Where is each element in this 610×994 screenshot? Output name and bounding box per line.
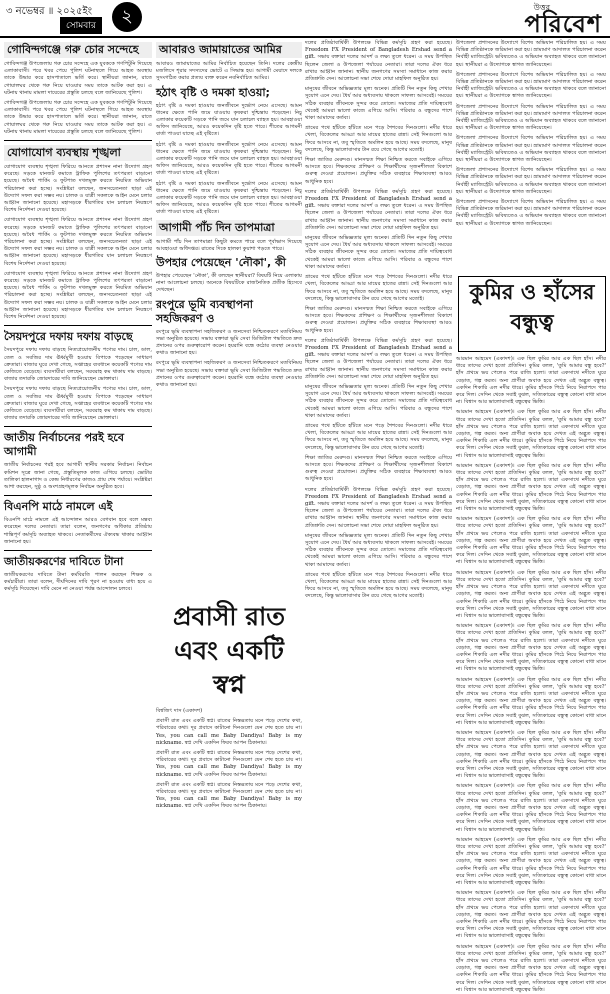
article-body: মানুষের জীবনে অভিজ্ঞতার মূল্য অনেক। প্রতিটি দিন নতুন কিছু শেখার সুযোগ এনে দেয়। ধৈর্য আর অধ্যবসায় থাকলে সাফল্য আসবেই। সময়ের সঠিক ব্যবহার জীবনকে সুন্দর করে তোলে। সমাজের প্রতি দায়িত্ববোধ থেকেই আমরা ভালো কাজে এগিয়ে আসি। পরিবার ও বন্ধুদের পাশে থাকা আমাদের কর্তব্য।: [305, 383, 452, 419]
feature-body: প্রবাসী রাত এবং একটি স্বপ্ন। রাতের নিস্তব্ধতায় মনে পড়ে দেশের কথা, পরিবারের কথা। দূর প্রবাসে কাটানো দিনগুলো যেন শেষ হতে চায় না। Yes, you can call me Baby Dandiya! Baby is my nickname. স্বপ্ন দেখি একদিন ফিরব আপন ঠিকানায়।: [156, 718, 302, 746]
feature-story: [156, 708, 302, 814]
article-body: মানুষের জীবনে অভিজ্ঞতার মূল্য অনেক। প্রতিটি দিন নতুন কিছু শেখার সুযোগ এনে দেয়। ধৈর্য আর অধ্যবসায় থাকলে সাফল্য আসবেই। সময়ের সঠিক ব্যবহার জীবনকে সুন্দর করে তোলে। সমাজের প্রতি দায়িত্ববোধ থেকেই আমরা ভালো কাজে এগিয়ে আসি। পরিবার ও বন্ধুদের পাশে থাকা আমাদের কর্তব্য।: [305, 86, 452, 122]
article-body: জাতীয়করণের দাবিতে টানা কর্মবিরতি পালন করছেন শিক্ষক ও কর্মচারীরা। তারা বলেন, দীর্ঘদিনের দাবি পূরণ না হওয়ায় বাধ্য হয়ে এ কর্মসূচি দিয়েছেন। দাবি মেনে না নেওয়া পর্যন্ত আন্দোলন চলবে।: [4, 571, 152, 593]
article-headline: আবারও জামায়াতের আমির: [156, 42, 302, 58]
article-body: উপহার পেয়েছেন 'নৌকা', কী বলছেন স্থানীয়রা? বিষয়টি নিয়ে এলাকায় নানা আলোচনা চলছে। অনেকে বিষয়টিকে রাজনৈতিক প্রতীক হিসেবে দেখছেন।: [156, 273, 302, 294]
feature-title: কুমির ও হাঁসের বন্ধুত্ব: [469, 280, 595, 334]
article-headline: সৈয়দপুরে দফায় দফায় বাড়ছে: [4, 330, 133, 344]
article-body-cont: রংপুরে ভূমি ব্যবস্থাপনা সহজিকরণ ও জনসেবা নিশ্চিতকরণে মতবিনিময় সভা অনুষ্ঠিত হয়েছে। সভায় বক্তারা ভূমি সেবা ডিজিটাল পদ্ধতিতে দ্রুত প্রদানের ওপর গুরুত্বারোপ করেন। হয়রানি বন্ধে কঠোর ব্যবস্থা নেওয়ার কথাও জানানো হয়।: [156, 360, 302, 389]
story-body-cont: আরমান আহমেদ (একাদশ)। এক ছিল কুমির আর এক ছিল হাঁস। নদীর ধারে তাদের দেখা হতো প্রতিদিন। কুমির বলল, 'তুমি আমার বন্ধু হবে?' হাঁস প্রথমে ভয় পেলেও পরে রাজি হলো। তারা একসাথে নদীতে ঘুরে বেড়াত, গল্প করত। অন্য প্রাণীরা অবাক হয়ে দেখত এই অদ্ভুত বন্ধুত্ব। একদিন শিকারি এল নদীর ধারে। কুমির হাঁসকে পিঠে নিয়ে নিরাপদে পার করে দিল। সেদিন থেকে সবাই বুঝল, সত্যিকারের বন্ধুত্ব কোনো বাধা মানে না। বিশ্বাস আর ভালোবাসাই বন্ধুত্বের ভিত্তি।: [456, 836, 606, 887]
article-body: দলের প্রতিষ্ঠাবার্ষিকী উপলক্ষে বিভিন্ন কর্মসূচি গ্রহণ করা হয়েছে। Freedom FX President of Bangladesh Ershad send a gift. সভায় বক্তারা দলের আদর্শ ও লক্ষ্য তুলে ধরেন। এ সময় উপস্থিত ছিলেন জেলা ও উপজেলা পর্যায়ের নেতারা। তারা দলের ঐক্য ধরে রাখার আহ্বান জানান। স্থানীয় জনগণের সমস্যা সমাধানে কাজ করার প্রতিশ্রুতি দেন। আলোচনা সভা শেষে দোয়া মাহফিল অনুষ্ঠিত হয়।: [305, 337, 452, 380]
article-headline: রংপুরে ভূমি ব্যবস্থাপনা সহজিকরণ ও: [156, 297, 253, 325]
article-body: উপজেলা প্রশাসনের উদ্যোগে বিশেষ অভিযান পরিচালিত হয়। এ সময় বিভিন্ন প্রতিষ্ঠানকে জরিমানা করা হয়। ভ্রাম্যমাণ আদালত পরিচালনা করেন নির্বাহী ম্যাজিস্ট্রেট। ভবিষ্যতেও এ অভিযান অব্যাহত থাকবে বলে জানানো হয়। স্থানীয়রা এ উদ্যোগকে স্বাগত জানিয়েছেন।: [456, 103, 606, 132]
article-body: শিক্ষা জাতির মেরুদণ্ড। মানসম্মত শিক্ষা নিশ্চিত করতে সবাইকে এগিয়ে আসতে হবে। শিক্ষকদের প্রশিক্ষণ ও শিক্ষার্থীদের সৃজনশীলতা বিকাশে গুরুত্ব দেওয়া প্রয়োজন। প্রযুক্তির সঠিক ব্যবহারে শিক্ষাব্যবস্থা আরও আধুনিক হবে।: [305, 454, 452, 483]
article-3: [4, 330, 152, 422]
page-number: ২: [112, 2, 142, 32]
article-4: [4, 431, 152, 491]
column-1: [4, 40, 152, 597]
article-body: উপজেলা প্রশাসনের উদ্যোগে বিশেষ অভিযান পরিচালিত হয়। এ সময় বিভিন্ন প্রতিষ্ঠানকে জরিমানা করা হয়। ভ্রাম্যমাণ আদালত পরিচালনা করেন নির্বাহী ম্যাজিস্ট্রেট। ভবিষ্যতেও এ অভিযান অব্যাহত থাকবে বলে জানানো হয়। স্থানীয়রা এ উদ্যোগকে স্বাগত জানিয়েছেন।: [456, 135, 606, 164]
article-headline: জাতীয় নির্বাচনের পরই হবে আগামী: [4, 431, 124, 459]
article-body: গ্রামের পথে হাঁটতে হাঁটতে মনে পড়ে শৈশবের দিনগুলো। নদীর ধারে খেলা, বিকেলের আড্ডা আর মায়ের হাতের রান্না। সেই দিনগুলো আর ফিরে আসবে না, তবু স্মৃতিতে অমলিন হয়ে আছে। সময় বদলেছে, মানুষ বদলেছে, কিন্তু ভালোবাসার টান রয়ে গেছে আগের মতোই।: [305, 274, 452, 302]
article-body: হঠাৎ বৃষ্টি ও দমকা হাওয়ায় জনজীবনে দুর্ভোগ নেমে এসেছে। আমন ধানের ক্ষেতে পানি জমে যাওয়ায় কৃষকরা দুশ্চিন্তায় পড়েছেন। নিচু এলাকার কয়েকটি সড়কে পানি জমে যান চলাচল ব্যাহত হয়। আবহাওয়া অফিস জানিয়েছে, আরও কয়েকদিন বৃষ্টি হতে পারে। শীতের আগমনী বার্তা পাওয়া যাচ্ছে এই বৃষ্টিতে।: [156, 102, 302, 138]
story-body: আরমান আহমেদ (একাদশ)। এক ছিল কুমির আর এক ছিল হাঁস। নদীর ধারে তাদের দেখা হতো প্রতিদিন। কুমির বলল, 'তুমি আমার বন্ধু হবে?' হাঁস প্রথমে ভয় পেলেও পরে রাজি হলো। তারা একসাথে নদীতে ঘুরে বেড়াত, গল্প করত। অন্য প্রাণীরা অবাক হয়ে দেখত এই অদ্ভুত বন্ধুত্ব। একদিন শিকারি এল নদীর ধারে। কুমির হাঁসকে পিঠে নিয়ে নিরাপদে পার করে দিল। সেদিন থেকে সবাই বুঝল, সত্যিকারের বন্ধুত্ব কোনো বাধা মানে না। বিশ্বাস আর ভালোবাসাই বন্ধুত্বের ভিত্তি।: [456, 356, 606, 406]
column-4-story: [456, 356, 606, 993]
story-body-cont: আরমান আহমেদ (একাদশ)। এক ছিল কুমির আর এক ছিল হাঁস। নদীর ধারে তাদের দেখা হতো প্রতিদিন। কুমির বলল, 'তুমি আমার বন্ধু হবে?' হাঁস প্রথমে ভয় পেলেও পরে রাজি হলো। তারা একসাথে নদীতে ঘুরে বেড়াত, গল্প করত। অন্য প্রাণীরা অবাক হয়ে দেখত এই অদ্ভুত বন্ধুত্ব। একদিন শিকারি এল নদীর ধারে। কুমির হাঁসকে পিঠে নিয়ে নিরাপদে পার করে দিল। সেদিন থেকে সবাই বুঝল, সত্যিকারের বন্ধুত্ব কোনো বাধা মানে না। বিশ্বাস আর ভালোবাসাই বন্ধুত্বের ভিত্তি।: [456, 569, 606, 619]
article-headline: আগামী পাঁচ দিন তাপমাত্রা: [156, 220, 302, 236]
article-body: উপজেলা প্রশাসনের উদ্যোগে বিশেষ অভিযান পরিচালিত হয়। এ সময় বিভিন্ন প্রতিষ্ঠানকে জরিমানা করা হয়। ভ্রাম্যমাণ আদালত পরিচালনা করেন নির্বাহী ম্যাজিস্ট্রেট। ভবিষ্যতেও এ অভিযান অব্যাহত থাকবে বলে জানানো হয়। স্থানীয়রা এ উদ্যোগকে স্বাগত জানিয়েছেন।: [456, 167, 606, 195]
story-body-cont: আরমান আহমেদ (একাদশ)। এক ছিল কুমির আর এক ছিল হাঁস। নদীর ধারে তাদের দেখা হতো প্রতিদিন। কুমির বলল, 'তুমি আমার বন্ধু হবে?' হাঁস প্রথমে ভয় পেলেও পরে রাজি হলো। তারা একসাথে নদীতে ঘুরে বেড়াত, গল্প করত। অন্য প্রাণীরা অবাক হয়ে দেখত এই অদ্ভুত বন্ধুত্ব। একদিন শিকারি এল নদীর ধারে। কুমির হাঁসকে পিঠে নিয়ে নিরাপদে পার করে দিল। সেদিন থেকে সবাই বুঝল, সত্যিকারের বন্ধুত্ব কোনো বাধা মানে না। বিশ্বাস আর ভালোবাসাই বন্ধুত্বের ভিত্তি।: [456, 943, 606, 993]
article-11: [156, 298, 302, 390]
article-9: [156, 220, 302, 253]
article-body-cont: সৈয়দপুরে দফায় দফায় বাড়ছে নিত্যপ্রয়োজনীয় পণ্যের দাম। চাল, ডাল, তেল ও সবজির দাম ঊর্ধ্বমুখী হওয়ায় বিপাকে পড়েছেন সাধারণ ক্রেতারা। বাজার ঘুরে দেখা গেছে, সপ্তাহের ব্যবধানে কয়েকটি পণ্যের দাম কেজিতে বেড়েছে। ব্যবসায়ীরা বলছেন, সরবরাহ কম থাকায় দাম বাড়ছে। বাজার তদারকি জোরদারের দাবি জানিয়েছেন ভোক্তারা।: [4, 386, 152, 422]
divider: [4, 495, 152, 496]
story-body-cont: আরমান আহমেদ (একাদশ)। এক ছিল কুমির আর এক ছিল হাঁস। নদীর ধারে তাদের দেখা হতো প্রতিদিন। কুমির বলল, 'তুমি আমার বন্ধু হবে?' হাঁস প্রথমে ভয় পেলেও পরে রাজি হলো। তারা একসাথে নদীতে ঘুরে বেড়াত, গল্প করত। অন্য প্রাণীরা অবাক হয়ে দেখত এই অদ্ভুত বন্ধুত্ব। একদিন শিকারি এল নদীর ধারে। কুমির হাঁসকে পিঠে নিয়ে নিরাপদে পার করে দিল। সেদিন থেকে সবাই বুঝল, সত্যিকারের বন্ধুত্ব কোনো বাধা মানে না। বিশ্বাস আর ভালোবাসাই বন্ধুত্বের ভিত্তি।: [456, 783, 606, 833]
story-body-cont: আরমান আহমেদ (একাদশ)। এক ছিল কুমির আর এক ছিল হাঁস। নদীর ধারে তাদের দেখা হতো প্রতিদিন। কুমির বলল, 'তুমি আমার বন্ধু হবে?' হাঁস প্রথমে ভয় পেলেও পরে রাজি হলো। তারা একসাথে নদীতে ঘুরে বেড়াত, গল্প করত। অন্য প্রাণীরা অবাক হয়ে দেখত এই অদ্ভুত বন্ধুত্ব। একদিন শিকারি এল নদীর ধারে। কুমির হাঁসকে পিঠে নিয়ে নিরাপদে পার করে দিল। সেদিন থেকে সবাই বুঝল, সত্যিকারের বন্ধুত্ব কোনো বাধা মানে না। বিশ্বাস আর ভালোবাসাই বন্ধুত্বের ভিত্তি।: [456, 516, 606, 566]
newspaper-logo: পরিবেশ: [524, 10, 602, 38]
story-body-cont: আরমান আহমেদ (একাদশ)। এক ছিল কুমির আর এক ছিল হাঁস। নদীর ধারে তাদের দেখা হতো প্রতিদিন। কুমির বলল, 'তুমি আমার বন্ধু হবে?' হাঁস প্রথমে ভয় পেলেও পরে রাজি হলো। তারা একসাথে নদীতে ঘুরে বেড়াত, গল্প করত। অন্য প্রাণীরা অবাক হয়ে দেখত এই অদ্ভুত বন্ধুত্ব। একদিন শিকারি এল নদীর ধারে। কুমির হাঁসকে পিঠে নিয়ে নিরাপদে পার করে দিল। সেদিন থেকে সবাই বুঝল, সত্যিকারের বন্ধুত্ব কোনো বাধা মানে না। বিশ্বাস আর ভালোবাসাই বন্ধুত্বের ভিত্তি।: [456, 890, 606, 940]
article-body-cont: হঠাৎ বৃষ্টি ও দমকা হাওয়ায় জনজীবনে দুর্ভোগ নেমে এসেছে। আমন ধানের ক্ষেতে পানি জমে যাওয়ায় কৃষকরা দুশ্চিন্তায় পড়েছেন। নিচু এলাকার কয়েকটি সড়কে পানি জমে যান চলাচল ব্যাহত হয়। আবহাওয়া অফিস জানিয়েছে, আরও কয়েকদিন বৃষ্টি হতে পারে। শীতের আগমনী বার্তা পাওয়া যাচ্ছে এই বৃষ্টিতে।: [156, 141, 302, 177]
feature-story-title: প্রবাসী রাত এবং একটি স্বপ্ন: [173, 602, 285, 699]
story-body-cont: আরমান আহমেদ (একাদশ)। এক ছিল কুমির আর এক ছিল হাঁস। নদীর ধারে তাদের দেখা হতো প্রতিদিন। কুমির বলল, 'তুমি আমার বন্ধু হবে?' হাঁস প্রথমে ভয় পেলেও পরে রাজি হলো। তারা একসাথে নদীতে ঘুরে বেড়াত, গল্প করত। অন্য প্রাণীরা অবাক হয়ে দেখত এই অদ্ভুত বন্ধুত্ব। একদিন শিকারি এল নদীর ধারে। কুমির হাঁসকে পিঠে নিয়ে নিরাপদে পার করে দিল। সেদিন থেকে সবাই বুঝল, সত্যিকারের বন্ধুত্ব কোনো বাধা মানে না। বিশ্বাস আর ভালোবাসাই বন্ধুত্বের ভিত্তি।: [456, 676, 606, 726]
divider: [4, 426, 152, 427]
divider: [4, 325, 152, 326]
article-body: গোবিন্দগঞ্জ উপজেলায় গরু চোর সন্দেহে এক যুবককে গণপিটুনি দিয়েছে এলাকাবাসী। পরে খবর পেয়ে পুলিশ ঘটনাস্থলে গিয়ে আহত অবস্থায় তাকে উদ্ধার করে হাসপাতালে ভর্তি করে। স্থানীয়রা জানান, রাতে গোয়ালঘর থেকে গরু নিয়ে যাওয়ার সময় তাকে আটক করা হয়। এ ঘটনায় থানায় মামলা দায়েরের প্রস্তুতি চলছে বলে জানিয়েছে পুলিশ।: [4, 61, 152, 96]
article-body: শিক্ষা জাতির মেরুদণ্ড। মানসম্মত শিক্ষা নিশ্চিত করতে সবাইকে এগিয়ে আসতে হবে। শিক্ষকদের প্রশিক্ষণ ও শিক্ষার্থীদের সৃজনশীলতা বিকাশে গুরুত্ব দেওয়া প্রয়োজন। প্রযুক্তির সঠিক ব্যবহারে শিক্ষাব্যবস্থা আরও আধুনিক হবে।: [305, 157, 452, 185]
article-body: মানুষের জীবনে অভিজ্ঞতার মূল্য অনেক। প্রতিটি দিন নতুন কিছু শেখার সুযোগ এনে দেয়। ধৈর্য আর অধ্যবসায় থাকলে সাফল্য আসবেই। সময়ের সঠিক ব্যবহার জীবনকে সুন্দর করে তোলে। সমাজের প্রতি দায়িত্ববোধ থেকেই আমরা ভালো কাজে এগিয়ে আসি। পরিবার ও বন্ধুদের পাশে থাকা আমাদের কর্তব্য।: [305, 532, 452, 568]
feature-byline: বিশ্বজিৎ দাস (একাদশ): [156, 708, 203, 714]
feature-body-cont: প্রবাসী রাত এবং একটি স্বপ্ন। রাতের নিস্তব্ধতায় মনে পড়ে দেশের কথা, পরিবারের কথা। দূর প্রবাসে কাটানো দিনগুলো যেন শেষ হতে চায় না। Yes, you can call me Baby Dandiya! Baby is my nickname. স্বপ্ন দেখি একদিন ফিরব আপন ঠিকানায়।: [156, 750, 302, 778]
article-body: গ্রামের পথে হাঁটতে হাঁটতে মনে পড়ে শৈশবের দিনগুলো। নদীর ধারে খেলা, বিকেলের আড্ডা আর মায়ের হাতের রান্না। সেই দিনগুলো আর ফিরে আসবে না, তবু স্মৃতিতে অমলিন হয়ে আছে। সময় বদলেছে, মানুষ বদলেছে, কিন্তু ভালোবাসার টান রয়ে গেছে আগের মতোই।: [305, 125, 452, 153]
article-body-cont: যোগাযোগ ব্যবস্থায় শৃঙ্খলা ফিরিয়ে আনতে প্রশাসন নানা উদ্যোগ গ্রহণ করেছে। সড়কে যানজট কমাতে ট্রাফিক পুলিশের তৎপরতা বাড়ানো হয়েছে। অবৈধ পার্কিং ও ফুটপাত দখলমুক্ত করতে নিয়মিত অভিযান পরিচালনা করা হচ্ছে। সংশ্লিষ্টরা বলছেন, জনসচেতনতা ছাড়া এই উদ্যোগ সফল করা সম্ভব নয়। চালক ও যাত্রী সকলকে আইন মেনে চলার আহ্বান জানানো হয়েছে। মহাসড়কে ধীরগতির যান চলাচল নিয়ন্ত্রণে বিশেষ নির্দেশনা দেওয়া হয়েছে।: [4, 217, 152, 267]
article-10: [156, 256, 302, 295]
divider: [4, 140, 152, 141]
masthead: [0, 0, 610, 38]
article-body: আগামী পাঁচ দিন তাপমাত্রা কিছুটা কমতে পারে বলে পূর্বাভাস দিয়েছে আবহাওয়া অধিদপ্তর। রাতের দিকে হালকা কুয়াশা পড়তে পারে।: [156, 238, 302, 252]
article-body: শিক্ষা জাতির মেরুদণ্ড। মানসম্মত শিক্ষা নিশ্চিত করতে সবাইকে এগিয়ে আসতে হবে। শিক্ষকদের প্রশিক্ষণ ও শিক্ষার্থীদের সৃজনশীলতা বিকাশে গুরুত্ব দেওয়া প্রয়োজন। প্রযুক্তির সঠিক ব্যবহারে শিক্ষাব্যবস্থা আরও আধুনিক হবে।: [305, 305, 452, 334]
issue-date: ৩ নভেম্বর ॥ ২০২৫ইং: [6, 6, 93, 17]
article-body: রংপুরে ভূমি ব্যবস্থাপনা সহজিকরণ ও জনসেবা নিশ্চিতকরণে মতবিনিময় সভা অনুষ্ঠিত হয়েছে। সভায় বক্তারা ভূমি সেবা ডিজিটাল পদ্ধতিতে দ্রুত প্রদানের ওপর গুরুত্বারোপ করেন। হয়রানি বন্ধে কঠোর ব্যবস্থা নেওয়ার কথাও জানানো হয়।: [156, 328, 302, 357]
article-body: মানুষের জীবনে অভিজ্ঞতার মূল্য অনেক। প্রতিটি দিন নতুন কিছু শেখার সুযোগ এনে দেয়। ধৈর্য আর অধ্যবসায় থাকলে সাফল্য আসবেই। সময়ের সঠিক ব্যবহার জীবনকে সুন্দর করে তোলে। সমাজের প্রতি দায়িত্ববোধ থেকেই আমরা ভালো কাজে এগিয়ে আসি। পরিবার ও বন্ধুদের পাশে থাকা আমাদের কর্তব্য।: [305, 235, 452, 270]
article-body: গ্রামের পথে হাঁটতে হাঁটতে মনে পড়ে শৈশবের দিনগুলো। নদীর ধারে খেলা, বিকেলের আড্ডা আর মায়ের হাতের রান্না। সেই দিনগুলো আর ফিরে আসবে না, তবু স্মৃতিতে অমলিন হয়ে আছে। সময় বদলেছে, মানুষ বদলেছে, কিন্তু ভালোবাসার টান রয়ে গেছে আগের মতোই।: [305, 571, 452, 600]
divider: [4, 550, 152, 551]
column-2: [156, 40, 302, 392]
article-headline: যোগাযোগ ব্যবস্থায় শৃঙ্খলা: [4, 145, 152, 161]
article-body-cont: যোগাযোগ ব্যবস্থায় শৃঙ্খলা ফিরিয়ে আনতে প্রশাসন নানা উদ্যোগ গ্রহণ করেছে। সড়কে যানজট কমাতে ট্রাফিক পুলিশের তৎপরতা বাড়ানো হয়েছে। অবৈধ পার্কিং ও ফুটপাত দখলমুক্ত করতে নিয়মিত অভিযান পরিচালনা করা হচ্ছে। সংশ্লিষ্টরা বলছেন, জনসচেতনতা ছাড়া এই উদ্যোগ সফল করা সম্ভব নয়। চালক ও যাত্রী সকলকে আইন মেনে চলার আহ্বান জানানো হয়েছে। মহাসড়কে ধীরগতির যান চলাচল নিয়ন্ত্রণে বিশেষ নির্দেশনা দেওয়া হয়েছে।: [4, 270, 152, 321]
article-body-cont: হঠাৎ বৃষ্টি ও দমকা হাওয়ায় জনজীবনে দুর্ভোগ নেমে এসেছে। আমন ধানের ক্ষেতে পানি জমে যাওয়ায় কৃষকরা দুশ্চিন্তায় পড়েছেন। নিচু এলাকার কয়েকটি সড়কে পানি জমে যান চলাচল ব্যাহত হয়। আবহাওয়া অফিস জানিয়েছে, আরও কয়েকদিন বৃষ্টি হতে পারে। শীতের আগমনী বার্তা পাওয়া যাচ্ছে এই বৃষ্টিতে।: [156, 180, 302, 216]
article-6: [4, 555, 152, 594]
story-body-cont: আরমান আহমেদ (একাদশ)। এক ছিল কুমির আর এক ছিল হাঁস। নদীর ধারে তাদের দেখা হতো প্রতিদিন। কুমির বলল, 'তুমি আমার বন্ধু হবে?' হাঁস প্রথমে ভয় পেলেও পরে রাজি হলো। তারা একসাথে নদীতে ঘুরে বেড়াত, গল্প করত। অন্য প্রাণীরা অবাক হয়ে দেখত এই অদ্ভুত বন্ধুত্ব। একদিন শিকারি এল নদীর ধারে। কুমির হাঁসকে পিঠে নিয়ে নিরাপদে পার করে দিল। সেদিন থেকে সবাই বুঝল, সত্যিকারের বন্ধুত্ব কোনো বাধা মানে না। বিশ্বাস আর ভালোবাসাই বন্ধুত্বের ভিত্তি।: [456, 623, 606, 673]
story-body-cont: আরমান আহমেদ (একাদশ)। এক ছিল কুমির আর এক ছিল হাঁস। নদীর ধারে তাদের দেখা হতো প্রতিদিন। কুমির বলল, 'তুমি আমার বন্ধু হবে?' হাঁস প্রথমে ভয় পেলেও পরে রাজি হলো। তারা একসাথে নদীতে ঘুরে বেড়াত, গল্প করত। অন্য প্রাণীরা অবাক হয়ে দেখত এই অদ্ভুত বন্ধুত্ব। একদিন শিকারি এল নদীর ধারে। কুমির হাঁসকে পিঠে নিয়ে নিরাপদে পার করে দিল। সেদিন থেকে সবাই বুঝল, সত্যিকারের বন্ধুত্ব কোনো বাধা মানে না। বিশ্বাস আর ভালোবাসাই বন্ধুত্বের ভিত্তি।: [456, 462, 606, 513]
story-body-cont: আরমান আহমেদ (একাদশ)। এক ছিল কুমির আর এক ছিল হাঁস। নদীর ধারে তাদের দেখা হতো প্রতিদিন। কুমির বলল, 'তুমি আমার বন্ধু হবে?' হাঁস প্রথমে ভয় পেলেও পরে রাজি হলো। তারা একসাথে নদীতে ঘুরে বেড়াত, গল্প করত। অন্য প্রাণীরা অবাক হয়ে দেখত এই অদ্ভুত বন্ধুত্ব। একদিন শিকারি এল নদীর ধারে। কুমির হাঁসকে পিঠে নিয়ে নিরাপদে পার করে দিল। সেদিন থেকে সবাই বুঝল, সত্যিকারের বন্ধুত্ব কোনো বাধা মানে না। বিশ্বাস আর ভালোবাসাই বন্ধুত্বের ভিত্তি।: [456, 409, 606, 459]
article-5: [4, 500, 152, 546]
article-headline: গোবিন্দগঞ্জে গরু চোর সন্দেহে: [4, 42, 152, 58]
article-headline: হঠাৎ বৃষ্টি ও দমকা হাওয়া;: [156, 85, 270, 99]
article-body: জাতীয় নির্বাচনের পরই হবে আগামী স্থানীয় সরকার নির্বাচন। নির্বাচন কমিশন সূত্রে জানা গেছে, প্রস্তুতিমূলক কাজ এগিয়ে চলছে। ভোটার তালিকা হালনাগাদ ও কেন্দ্র নির্ধারণের কাজও প্রায় শেষ পর্যায়ে। সংশ্লিষ্টরা আশা করছেন, সুষ্ঠু ও অংশগ্রহণমূলক নির্বাচন অনুষ্ঠিত হবে।: [4, 462, 152, 490]
feature-body-cont: প্রবাসী রাত এবং একটি স্বপ্ন। রাতের নিস্তব্ধতায় মনে পড়ে দেশের কথা, পরিবারের কথা। দূর প্রবাসে কাটানো দিনগুলো যেন শেষ হতে চায় না। Yes, you can call me Baby Dandiya! Baby is my nickname. স্বপ্ন দেখি একদিন ফিরব আপন ঠিকানায়।: [156, 781, 302, 810]
article-body: দলের প্রতিষ্ঠাবার্ষিকী উপলক্ষে বিভিন্ন কর্মসূচি গ্রহণ করা হয়েছে। Freedom FX President of Bangladesh Ershad send a gift. সভায় বক্তারা দলের আদর্শ ও লক্ষ্য তুলে ধরেন। এ সময় উপস্থিত ছিলেন জেলা ও উপজেলা পর্যায়ের নেতারা। তারা দলের ঐক্য ধরে রাখার আহ্বান জানান। স্থানীয় জনগণের সমস্যা সমাধানে কাজ করার প্রতিশ্রুতি দেন। আলোচনা সভা শেষে দোয়া মাহফিল অনুষ্ঠিত হয়।: [305, 486, 452, 529]
article-2: [4, 145, 152, 321]
article-8: [156, 86, 302, 217]
article-body: উপজেলা প্রশাসনের উদ্যোগে বিশেষ অভিযান পরিচালিত হয়। এ সময় বিভিন্ন প্রতিষ্ঠানকে জরিমানা করা হয়। ভ্রাম্যমাণ আদালত পরিচালনা করেন নির্বাহী ম্যাজিস্ট্রেট। ভবিষ্যতেও এ অভিযান অব্যাহত থাকবে বলে জানানো হয়। স্থানীয়রা এ উদ্যোগকে স্বাগত জানিয়েছেন।: [456, 199, 606, 227]
story-body-cont: আরমান আহমেদ (একাদশ)। এক ছিল কুমির আর এক ছিল হাঁস। নদীর ধারে তাদের দেখা হতো প্রতিদিন। কুমির বলল, 'তুমি আমার বন্ধু হবে?' হাঁস প্রথমে ভয় পেলেও পরে রাজি হলো। তারা একসাথে নদীতে ঘুরে বেড়াত, গল্প করত। অন্য প্রাণীরা অবাক হয়ে দেখত এই অদ্ভুত বন্ধুত্ব। একদিন শিকারি এল নদীর ধারে। কুমির হাঁসকে পিঠে নিয়ে নিরাপদে পার করে দিল। সেদিন থেকে সবাই বুঝল, সত্যিকারের বন্ধুত্ব কোনো বাধা মানে না। বিশ্বাস আর ভালোবাসাই বন্ধুত্বের ভিত্তি।: [456, 729, 606, 780]
article-body: বিএনপি মাঠে নামলে এই আন্দোলন আরও বেগবান হবে বলে মন্তব্য করেছেন দলের নেতারা। তারা বলেন, জনগণের অধিকার প্রতিষ্ঠায় শান্তিপূর্ণ কর্মসূচি অব্যাহত থাকবে। নেতাকর্মীদের ঐক্যবদ্ধ থাকার আহ্বান জানানো হয়।: [4, 517, 152, 545]
article-body: দলের প্রতিষ্ঠাবার্ষিকী উপলক্ষে বিভিন্ন কর্মসূচি গ্রহণ করা হয়েছে। Freedom FX President of Bangladesh Ershad send a gift. সভায় বক্তারা দলের আদর্শ ও লক্ষ্য তুলে ধরেন। এ সময় উপস্থিত ছিলেন জেলা ও উপজেলা পর্যায়ের নেতারা। তারা দলের ঐক্য ধরে রাখার আহ্বান জানান। স্থানীয় জনগণের সমস্যা সমাধানে কাজ করার প্রতিশ্রুতি দেন। আলোচনা সভা শেষে দোয়া মাহফিল অনুষ্ঠিত হয়।: [305, 188, 452, 231]
article-body: উপজেলা প্রশাসনের উদ্যোগে বিশেষ অভিযান পরিচালিত হয়। এ সময় বিভিন্ন প্রতিষ্ঠানকে জরিমানা করা হয়। ভ্রাম্যমাণ আদালত পরিচালনা করেন নির্বাহী ম্যাজিস্ট্রেট। ভবিষ্যতেও এ অভিযান অব্যাহত থাকবে বলে জানানো হয়। স্থানীয়রা এ উদ্যোগকে স্বাগত জানিয়েছেন।: [456, 71, 606, 100]
issue-day: সোমবার: [60, 17, 102, 34]
column-3: [305, 40, 452, 604]
article-headline: বিএনপি মাঠে নামলে এই: [4, 500, 113, 514]
logo-prefix: উত্তর: [533, 3, 550, 12]
article-body: দলের প্রতিষ্ঠাবার্ষিকী উপলক্ষে বিভিন্ন কর্মসূচি গ্রহণ করা হয়েছে। Freedom FX President of Bangladesh Ershad send a gift. সভায় বক্তারা দলের আদর্শ ও লক্ষ্য তুলে ধরেন। এ সময় উপস্থিত ছিলেন জেলা ও উপজেলা পর্যায়ের নেতারা। তারা দলের ঐক্য ধরে রাখার আহ্বান জানান। স্থানীয় জনগণের সমস্যা সমাধানে কাজ করার প্রতিশ্রুতি দেন। আলোচনা সভা শেষে দোয়া মাহফিল অনুষ্ঠিত হয়।: [305, 40, 452, 83]
article-7: [156, 42, 302, 83]
article-body: সৈয়দপুরে দফায় দফায় বাড়ছে নিত্যপ্রয়োজনীয় পণ্যের দাম। চাল, ডাল, তেল ও সবজির দাম ঊর্ধ্বমুখী হওয়ায় বিপাকে পড়েছেন সাধারণ ক্রেতারা। বাজার ঘুরে দেখা গেছে, সপ্তাহের ব্যবধানে কয়েকটি পণ্যের দাম কেজিতে বেড়েছে। ব্যবসায়ীরা বলছেন, সরবরাহ কম থাকায় দাম বাড়ছে। বাজার তদারকি জোরদারের দাবি জানিয়েছেন ভোক্তারা।: [4, 347, 152, 383]
article-headline: উপহার পেয়েছেন 'নৌকা', কী: [156, 256, 286, 270]
article-body: উপজেলা প্রশাসনের উদ্যোগে বিশেষ অভিযান পরিচালিত হয়। এ সময় বিভিন্ন প্রতিষ্ঠানকে জরিমানা করা হয়। ভ্রাম্যমাণ আদালত পরিচালনা করেন নির্বাহী ম্যাজিস্ট্রেট। ভবিষ্যতেও এ অভিযান অব্যাহত থাকবে বলে জানানো হয়। স্থানীয়রা এ উদ্যোগকে স্বাগত জানিয়েছেন।: [456, 40, 606, 68]
article-body-cont: গোবিন্দগঞ্জ উপজেলায় গরু চোর সন্দেহে এক যুবককে গণপিটুনি দিয়েছে এলাকাবাসী। পরে খবর পেয়ে পুলিশ ঘটনাস্থলে গিয়ে আহত অবস্থায় তাকে উদ্ধার করে হাসপাতালে ভর্তি করে। স্থানীয়রা জানান, রাতে গোয়ালঘর থেকে গরু নিয়ে যাওয়ার সময় তাকে আটক করা হয়। এ ঘটনায় থানায় মামলা দায়েরের প্রস্তুতি চলছে বলে জানিয়েছে পুলিশ।: [4, 100, 152, 135]
feature-title-box: [458, 276, 606, 352]
article-1: [4, 42, 152, 136]
article-body: আবারও জামায়াতের আমির নির্বাচিত হয়েছেন তিনি। দলের কেন্দ্রীয় মজলিসে শূরার সদস্যদের ভোটে এ সিদ্ধান্ত হয়। আগামী মেয়াদে দলকে সুসংগঠিত করার প্রত্যয় ব্যক্ত করেন নবনির্বাচিত আমির।: [156, 61, 302, 82]
article-body: গ্রামের পথে হাঁটতে হাঁটতে মনে পড়ে শৈশবের দিনগুলো। নদীর ধারে খেলা, বিকেলের আড্ডা আর মায়ের হাতের রান্না। সেই দিনগুলো আর ফিরে আসবে না, তবু স্মৃতিতে অমলিন হয়ে আছে। সময় বদলেছে, মানুষ বদলেছে, কিন্তু ভালোবাসার টান রয়ে গেছে আগের মতোই।: [305, 422, 452, 451]
article-body: যোগাযোগ ব্যবস্থায় শৃঙ্খলা ফিরিয়ে আনতে প্রশাসন নানা উদ্যোগ গ্রহণ করেছে। সড়কে যানজট কমাতে ট্রাফিক পুলিশের তৎপরতা বাড়ানো হয়েছে। অবৈধ পার্কিং ও ফুটপাত দখলমুক্ত করতে নিয়মিত অভিযান পরিচালনা করা হচ্ছে। সংশ্লিষ্টরা বলছেন, জনসচেতনতা ছাড়া এই উদ্যোগ সফল করা সম্ভব নয়। চালক ও যাত্রী সকলকে আইন মেনে চলার আহ্বান জানানো হয়েছে। মহাসড়কে ধীরগতির যান চলাচল নিয়ন্ত্রণে বিশেষ নির্দেশনা দেওয়া হয়েছে।: [4, 164, 152, 214]
column-4-top: [456, 40, 606, 270]
article-headline: জাতীয়করণের দাবিতে টানা: [4, 554, 124, 568]
